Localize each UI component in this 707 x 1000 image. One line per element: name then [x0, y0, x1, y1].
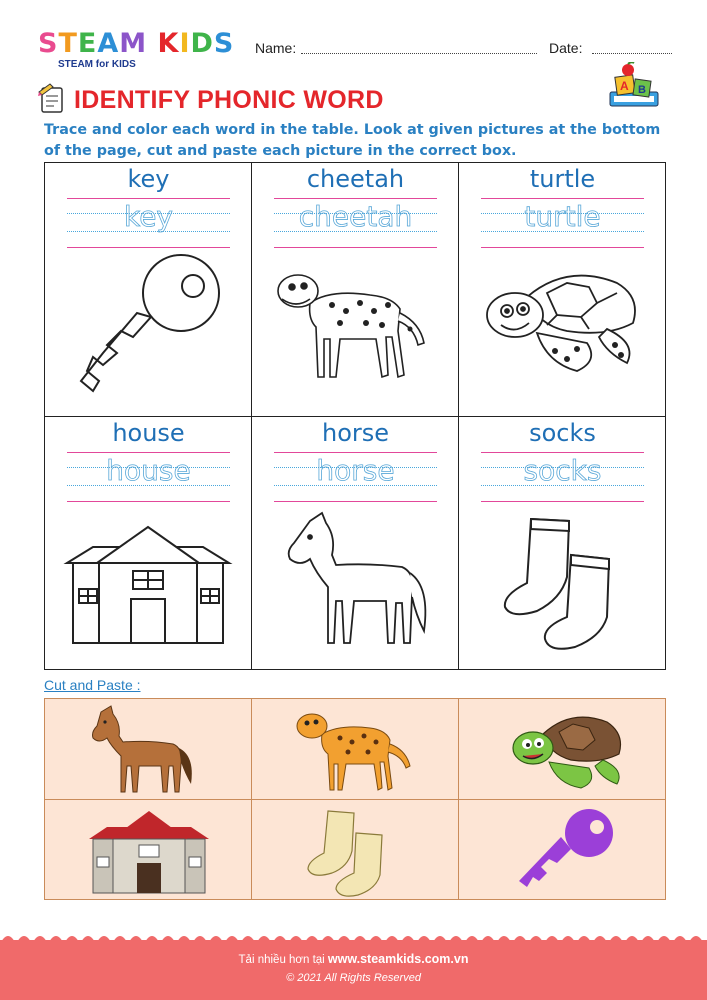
date-field[interactable] — [592, 53, 672, 54]
word-label: house — [112, 419, 185, 447]
horse-color-icon[interactable] — [85, 704, 212, 796]
cheetah-color-icon[interactable] — [292, 704, 419, 796]
cut-and-paste-label: Cut and Paste : — [44, 677, 141, 693]
horse-outline-icon — [270, 507, 440, 655]
trace-table — [44, 162, 666, 670]
paste-cell — [252, 800, 459, 901]
writing-line — [274, 198, 437, 199]
footer-site-link[interactable]: www.steamkids.com.vn — [327, 952, 469, 966]
word-label: horse — [321, 419, 390, 447]
logo-tagline: STEAM for KIDS — [58, 59, 136, 70]
writing-line — [67, 452, 230, 453]
instructions-text: Trace and color each word in the table. Look at given pictures at the bottom of the page, cut and paste each picture in the correct box. — [44, 122, 661, 159]
word-label: socks — [529, 419, 596, 447]
footer-download-line — [0, 952, 707, 966]
paste-cell — [459, 699, 666, 800]
key-color-icon[interactable] — [499, 805, 626, 897]
writing-line — [67, 501, 230, 502]
date-label: Date: — [549, 40, 583, 56]
trace-word[interactable]: key — [123, 200, 173, 233]
name-label: Name: — [255, 40, 297, 56]
cut-paste-table — [44, 698, 666, 900]
abc-book-icon — [606, 62, 662, 112]
footer-copyright: © 2021 All Rights Reserved — [286, 972, 421, 984]
trace-cell-cheetah — [252, 163, 459, 416]
word-label: key — [127, 165, 170, 193]
trace-cell-horse — [252, 417, 459, 670]
writing-line — [274, 501, 437, 502]
trace-cell-socks — [459, 417, 666, 670]
name-field[interactable] — [301, 53, 537, 54]
word-label: turtle — [529, 165, 596, 193]
writing-line — [481, 501, 644, 502]
house-outline-icon — [63, 507, 233, 655]
writing-line — [481, 198, 644, 199]
trace-word[interactable]: turtle — [524, 200, 601, 233]
writing-line — [274, 452, 437, 453]
footer — [0, 940, 707, 1000]
trace-word[interactable]: socks — [523, 454, 602, 487]
trace-cell-house — [45, 417, 252, 670]
house-color-icon[interactable] — [85, 805, 212, 897]
steam-kids-logo: STEAM KIDS STEAM for KIDS — [38, 28, 235, 70]
word-label: cheetah — [306, 165, 405, 193]
svg-text:B: B — [638, 84, 646, 96]
writing-line — [274, 247, 437, 248]
trace-word[interactable]: house — [106, 454, 191, 487]
socks-color-icon[interactable] — [292, 805, 419, 897]
cheetah-outline-icon — [270, 253, 440, 401]
writing-line — [481, 247, 644, 248]
writing-line — [481, 452, 644, 453]
paste-cell — [252, 699, 459, 800]
writing-line — [67, 247, 230, 248]
pencil-paper-icon — [36, 82, 68, 114]
trace-cell-key — [45, 163, 252, 416]
writing-line — [67, 198, 230, 199]
svg-text:A: A — [620, 79, 629, 93]
paste-cell — [45, 699, 252, 800]
socks-outline-icon — [477, 507, 647, 655]
key-outline-icon — [63, 253, 233, 401]
page-title: IDENTIFY PHONIC WORD — [74, 86, 384, 114]
trace-cell-turtle — [459, 163, 666, 416]
turtle-outline-icon — [477, 253, 647, 401]
turtle-color-icon[interactable] — [499, 704, 626, 796]
footer-prefix: Tải nhiều hơn tại — [238, 954, 328, 966]
trace-word[interactable]: horse — [316, 454, 395, 487]
paste-cell — [45, 800, 252, 901]
paste-cell — [459, 800, 666, 901]
trace-word[interactable]: cheetah — [298, 200, 413, 233]
